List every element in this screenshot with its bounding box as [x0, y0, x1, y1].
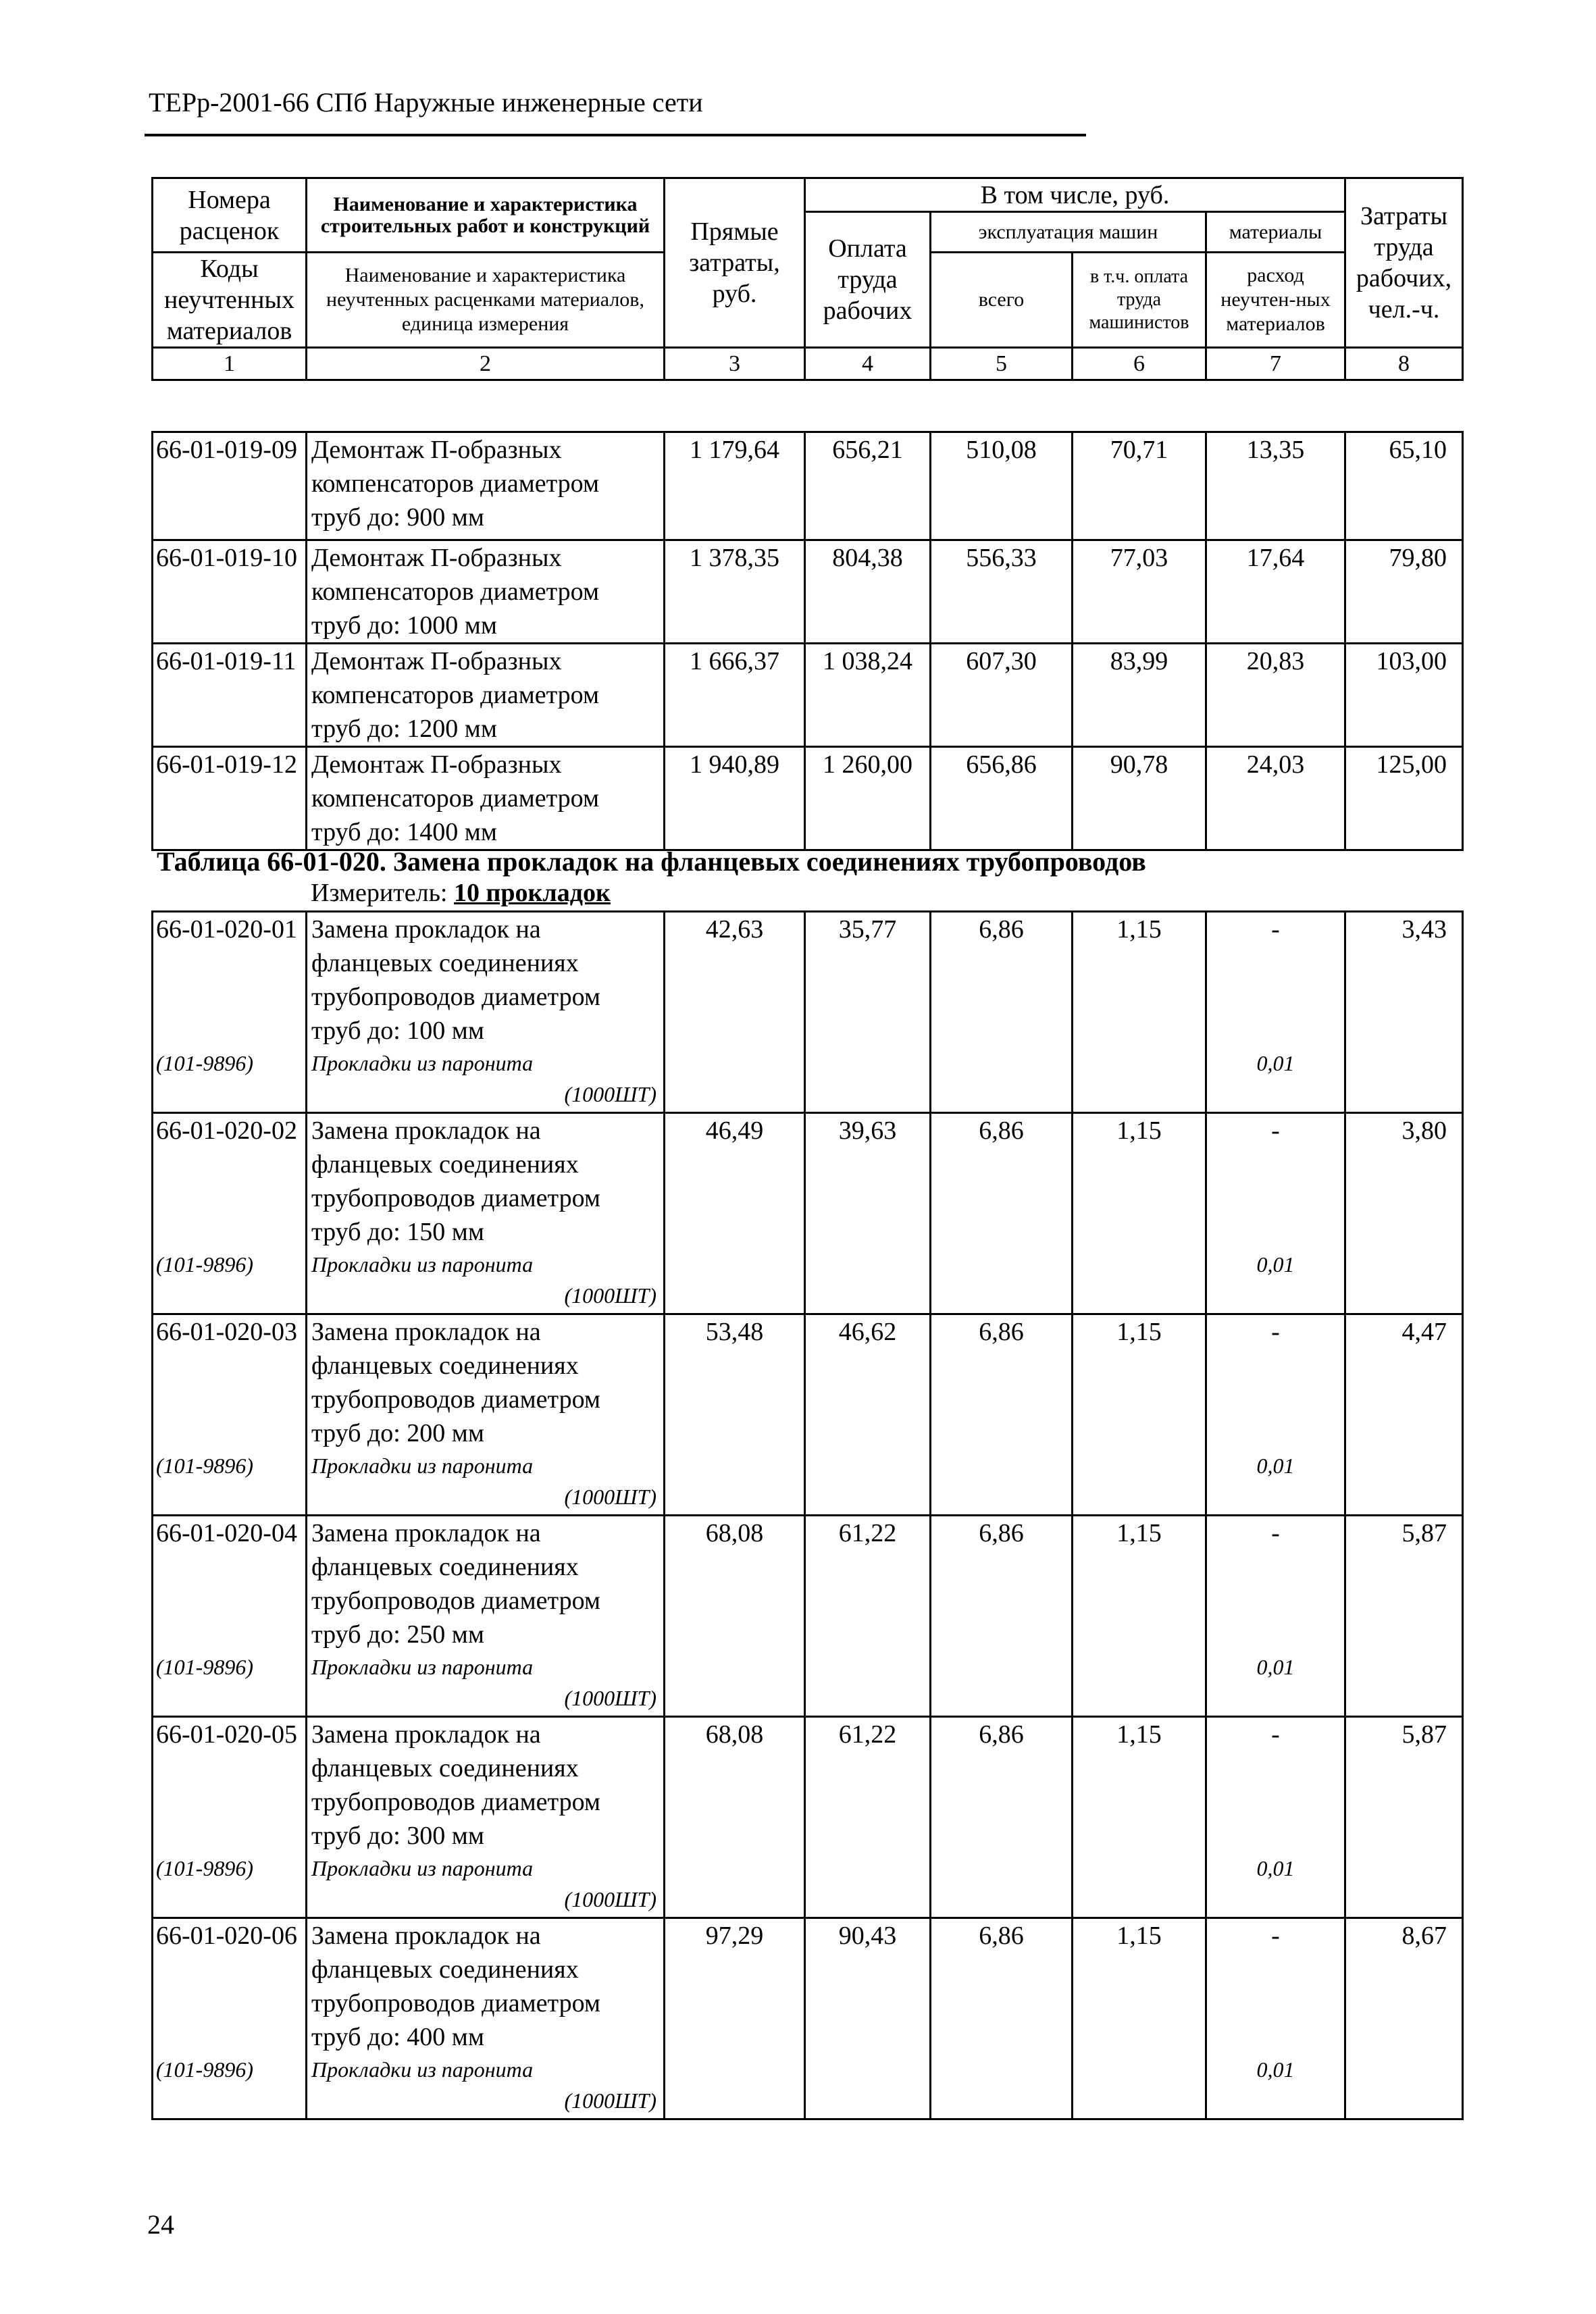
material-unit: (1000ШТ) — [564, 2088, 657, 2113]
direct-costs: 1 666,37 — [665, 644, 805, 747]
rate-code — [153, 1717, 307, 1918]
rate-code-text: 66-01-020-03 — [156, 1318, 297, 1346]
column-number: 8 — [1345, 348, 1463, 380]
rate-code-text: 66-01-020-02 — [156, 1116, 297, 1145]
rate-code: 66-01-019-10 — [153, 540, 307, 644]
name-line: труб до: 150 мм — [311, 1218, 484, 1246]
labor-hours: 103,00 — [1345, 644, 1463, 747]
rate-code — [153, 1918, 307, 2119]
name-line: Демонтаж П-образных — [311, 647, 562, 675]
material-code: (101-9896) — [156, 1252, 253, 1277]
name-line: Демонтаж П-образных — [311, 750, 562, 779]
table-row — [153, 540, 1463, 644]
labor-hours: 8,67 — [1345, 1918, 1463, 2119]
material-name: Прокладки из паронита — [311, 1454, 534, 1478]
operators-pay: 1,15 — [1073, 1314, 1206, 1516]
material-name: Прокладки из паронита — [311, 1252, 534, 1277]
material-code: (101-9896) — [156, 1051, 253, 1075]
table-row — [153, 1516, 1463, 1717]
operators-pay: 1,15 — [1073, 1113, 1206, 1314]
header-group-label: В том числе, руб. — [805, 178, 1345, 212]
header-machines: эксплуатация машин — [931, 212, 1206, 253]
material-name: Прокладки из паронита — [311, 1051, 534, 1075]
header-materials: материалы — [1206, 212, 1345, 253]
materials-cost — [1206, 1314, 1345, 1516]
machines-total: 6,86 — [931, 1918, 1073, 2119]
material-quantity: 0,01 — [1256, 1051, 1295, 1075]
name-line: трубопроводов диаметром — [311, 1587, 600, 1615]
direct-costs: 68,08 — [665, 1516, 805, 1717]
name-line: фланцевых соединениях — [311, 1754, 579, 1782]
labor-hours: 79,80 — [1345, 540, 1463, 644]
name-line: труб до: 1000 мм — [311, 611, 497, 640]
machines-total: 6,86 — [931, 912, 1073, 1113]
rate-name — [307, 432, 665, 540]
materials-cost: 17,64 — [1206, 540, 1345, 644]
name-line: труб до: 1400 мм — [311, 818, 497, 846]
document-title: ТЕРр-2001-66 СПб Наружные инженерные сети — [149, 87, 703, 118]
rate-name — [307, 1113, 665, 1314]
rate-code: 66-01-019-09 — [153, 432, 307, 540]
labor-pay: 1 038,24 — [805, 644, 931, 747]
operators-pay: 70,71 — [1073, 432, 1206, 540]
materials-cost — [1206, 1717, 1345, 1918]
name-line: компенсаторов диаметром — [311, 469, 599, 498]
column-header-table — [151, 177, 1464, 381]
labor-pay: 90,43 — [805, 1918, 931, 2119]
name-line: Замена прокладок на — [311, 1116, 541, 1145]
name-line: фланцевых соединениях — [311, 1150, 579, 1179]
labor-pay: 46,62 — [805, 1314, 931, 1516]
name-line: компенсаторов диаметром — [311, 577, 599, 606]
material-unit: (1000ШТ) — [564, 1686, 657, 1710]
rate-code-text: 66-01-020-01 — [156, 915, 297, 944]
operators-pay: 90,78 — [1073, 747, 1206, 850]
rate-name — [307, 747, 665, 850]
rate-code-text: 66-01-020-06 — [156, 1922, 297, 1950]
material-name: Прокладки из паронита — [311, 2057, 534, 2082]
direct-costs: 1 378,35 — [665, 540, 805, 644]
rate-code-text: 66-01-020-04 — [156, 1519, 297, 1547]
rate-code: 66-01-019-11 — [153, 644, 307, 747]
machines-total: 556,33 — [931, 540, 1073, 644]
name-line: Демонтаж П-образных — [311, 436, 562, 464]
labor-pay: 61,22 — [805, 1717, 931, 1918]
column-number: 3 — [665, 348, 805, 380]
materials-cost — [1206, 912, 1345, 1113]
header-name-label: Наименование и характеристика строительных работ и конструкций — [307, 178, 665, 253]
machines-total: 510,08 — [931, 432, 1073, 540]
name-line: труб до: 900 мм — [311, 503, 484, 532]
table-row — [153, 1918, 1463, 2119]
rate-name — [307, 1918, 665, 2119]
machines-total: 6,86 — [931, 1717, 1073, 1918]
table-row — [153, 1314, 1463, 1516]
name-line: труб до: 400 мм — [311, 2023, 484, 2051]
rate-name — [307, 1314, 665, 1516]
table-row — [153, 432, 1463, 540]
rate-name — [307, 644, 665, 747]
direct-costs: 97,29 — [665, 1918, 805, 2119]
name-line: Демонтаж П-образных — [311, 544, 562, 572]
name-line: трубопроводов диаметром — [311, 1184, 600, 1212]
operators-pay: 1,15 — [1073, 1717, 1206, 1918]
header-machines-total: всего — [931, 253, 1073, 348]
column-number: 1 — [153, 348, 307, 380]
page-number: 24 — [147, 2209, 174, 2240]
labor-pay: 39,63 — [805, 1113, 931, 1314]
table-row — [153, 1717, 1463, 1918]
materials-cost-text: - — [1271, 1519, 1280, 1547]
machines-total: 6,86 — [931, 1113, 1073, 1314]
operators-pay: 1,15 — [1073, 912, 1206, 1113]
name-line: труб до: 250 мм — [311, 1620, 484, 1649]
material-name: Прокладки из паронита — [311, 1655, 534, 1679]
name-line: труб до: 1200 мм — [311, 715, 497, 743]
material-quantity: 0,01 — [1256, 1252, 1295, 1277]
material-unit: (1000ШТ) — [564, 1485, 657, 1509]
rate-code — [153, 912, 307, 1113]
header-labor-pay: Оплата труда рабочих — [805, 212, 931, 348]
name-line: фланцевых соединениях — [311, 949, 579, 977]
materials-cost-text: - — [1271, 1922, 1280, 1950]
rate-code — [153, 1516, 307, 1717]
column-number: 7 — [1206, 348, 1345, 380]
name-line: Замена прокладок на — [311, 1720, 541, 1749]
operators-pay: 1,15 — [1073, 1918, 1206, 2119]
direct-costs: 53,48 — [665, 1314, 805, 1516]
operators-pay: 1,15 — [1073, 1516, 1206, 1717]
table-row — [153, 912, 1463, 1113]
labor-hours: 3,80 — [1345, 1113, 1463, 1314]
labor-pay: 656,21 — [805, 432, 931, 540]
materials-cost-text: - — [1271, 915, 1280, 944]
rate-code — [153, 1314, 307, 1516]
header-material-usage: расход неучтен-ных материалов — [1206, 253, 1345, 348]
rate-name — [307, 912, 665, 1113]
materials-cost-text: - — [1271, 1318, 1280, 1346]
column-number: 5 — [931, 348, 1073, 380]
name-line: труб до: 200 мм — [311, 1419, 484, 1447]
material-quantity: 0,01 — [1256, 2057, 1295, 2082]
column-number: 2 — [307, 348, 665, 380]
rates-table-019 — [151, 431, 1464, 851]
name-line: Замена прокладок на — [311, 915, 541, 944]
machines-total: 6,86 — [931, 1516, 1073, 1717]
header-material-name-label: Наименование и характеристика неучтенных расценками материалов, единица измерения — [307, 253, 665, 348]
materials-cost: 20,83 — [1206, 644, 1345, 747]
labor-pay: 1 260,00 — [805, 747, 931, 850]
materials-cost: 13,35 — [1206, 432, 1345, 540]
column-number: 4 — [805, 348, 931, 380]
materials-cost — [1206, 1918, 1345, 2119]
rate-name — [307, 1516, 665, 1717]
rate-code-text: 66-01-020-05 — [156, 1720, 297, 1749]
name-line: труб до: 100 мм — [311, 1017, 484, 1045]
direct-costs: 1 179,64 — [665, 432, 805, 540]
name-line: фланцевых соединениях — [311, 1955, 579, 1984]
name-line: компенсаторов диаметром — [311, 784, 599, 813]
header-material-code-label: Коды неучтенных материалов — [153, 253, 307, 348]
labor-hours: 3,43 — [1345, 912, 1463, 1113]
labor-hours: 125,00 — [1345, 747, 1463, 850]
direct-costs: 42,63 — [665, 912, 805, 1113]
column-number: 6 — [1073, 348, 1206, 380]
name-line: фланцевых соединениях — [311, 1352, 579, 1380]
rate-code — [153, 1113, 307, 1314]
labor-pay: 804,38 — [805, 540, 931, 644]
header-code-label: Номера расценок — [153, 178, 307, 253]
machines-total: 607,30 — [931, 644, 1073, 747]
labor-hours: 65,10 — [1345, 432, 1463, 540]
labor-pay: 35,77 — [805, 912, 931, 1113]
material-name: Прокладки из паронита — [311, 1856, 534, 1880]
header-operators-pay: в т.ч. оплата труда машинистов — [1073, 253, 1206, 348]
meter-value: 10 прокладок — [454, 879, 611, 907]
name-line: трубопроводов диаметром — [311, 1989, 600, 2017]
header-rule — [145, 134, 1086, 136]
materials-cost — [1206, 1516, 1345, 1717]
rate-name — [307, 1717, 665, 1918]
name-line: Замена прокладок на — [311, 1519, 541, 1547]
rate-code: 66-01-019-12 — [153, 747, 307, 850]
labor-hours: 5,87 — [1345, 1516, 1463, 1717]
material-unit: (1000ШТ) — [564, 1887, 657, 1911]
direct-costs: 68,08 — [665, 1717, 805, 1918]
direct-costs: 1 940,89 — [665, 747, 805, 850]
table-caption: Таблица 66-01-020. Замена прокладок на фланцевых соединениях трубопроводов — [157, 846, 1146, 877]
machines-total: 656,86 — [931, 747, 1073, 850]
material-unit: (1000ШТ) — [564, 1082, 657, 1106]
material-code: (101-9896) — [156, 1655, 253, 1679]
materials-cost-text: - — [1271, 1720, 1280, 1749]
machines-total: 6,86 — [931, 1314, 1073, 1516]
material-quantity: 0,01 — [1256, 1655, 1295, 1679]
labor-pay: 61,22 — [805, 1516, 931, 1717]
table-row — [153, 1113, 1463, 1314]
header-direct-costs: Прямые затраты, руб. — [665, 178, 805, 348]
labor-hours: 4,47 — [1345, 1314, 1463, 1516]
material-code: (101-9896) — [156, 2057, 253, 2082]
name-line: трубопроводов диаметром — [311, 1385, 600, 1414]
materials-cost-text: - — [1271, 1116, 1280, 1145]
materials-cost — [1206, 1113, 1345, 1314]
material-quantity: 0,01 — [1256, 1454, 1295, 1478]
direct-costs: 46,49 — [665, 1113, 805, 1314]
name-line: компенсаторов диаметром — [311, 681, 599, 709]
rate-name — [307, 540, 665, 644]
material-code: (101-9896) — [156, 1856, 253, 1880]
table-row — [153, 644, 1463, 747]
labor-hours: 5,87 — [1345, 1717, 1463, 1918]
material-code: (101-9896) — [156, 1454, 253, 1478]
operators-pay: 77,03 — [1073, 540, 1206, 644]
material-quantity: 0,01 — [1256, 1856, 1295, 1880]
materials-cost: 24,03 — [1206, 747, 1345, 850]
name-line: Замена прокладок на — [311, 1318, 541, 1346]
material-unit: (1000ШТ) — [564, 1283, 657, 1308]
name-line: Замена прокладок на — [311, 1922, 541, 1950]
header-labor-hours: Затраты труда рабочих, чел.-ч. — [1345, 178, 1463, 348]
rates-table-020 — [151, 910, 1464, 2120]
table-meter — [311, 878, 611, 908]
table-row — [153, 747, 1463, 850]
name-line: труб до: 300 мм — [311, 1822, 484, 1850]
name-line: трубопроводов диаметром — [311, 983, 600, 1011]
name-line: фланцевых соединениях — [311, 1553, 579, 1581]
name-line: трубопроводов диаметром — [311, 1788, 600, 1816]
meter-label: Измеритель: — [311, 879, 454, 907]
operators-pay: 83,99 — [1073, 644, 1206, 747]
